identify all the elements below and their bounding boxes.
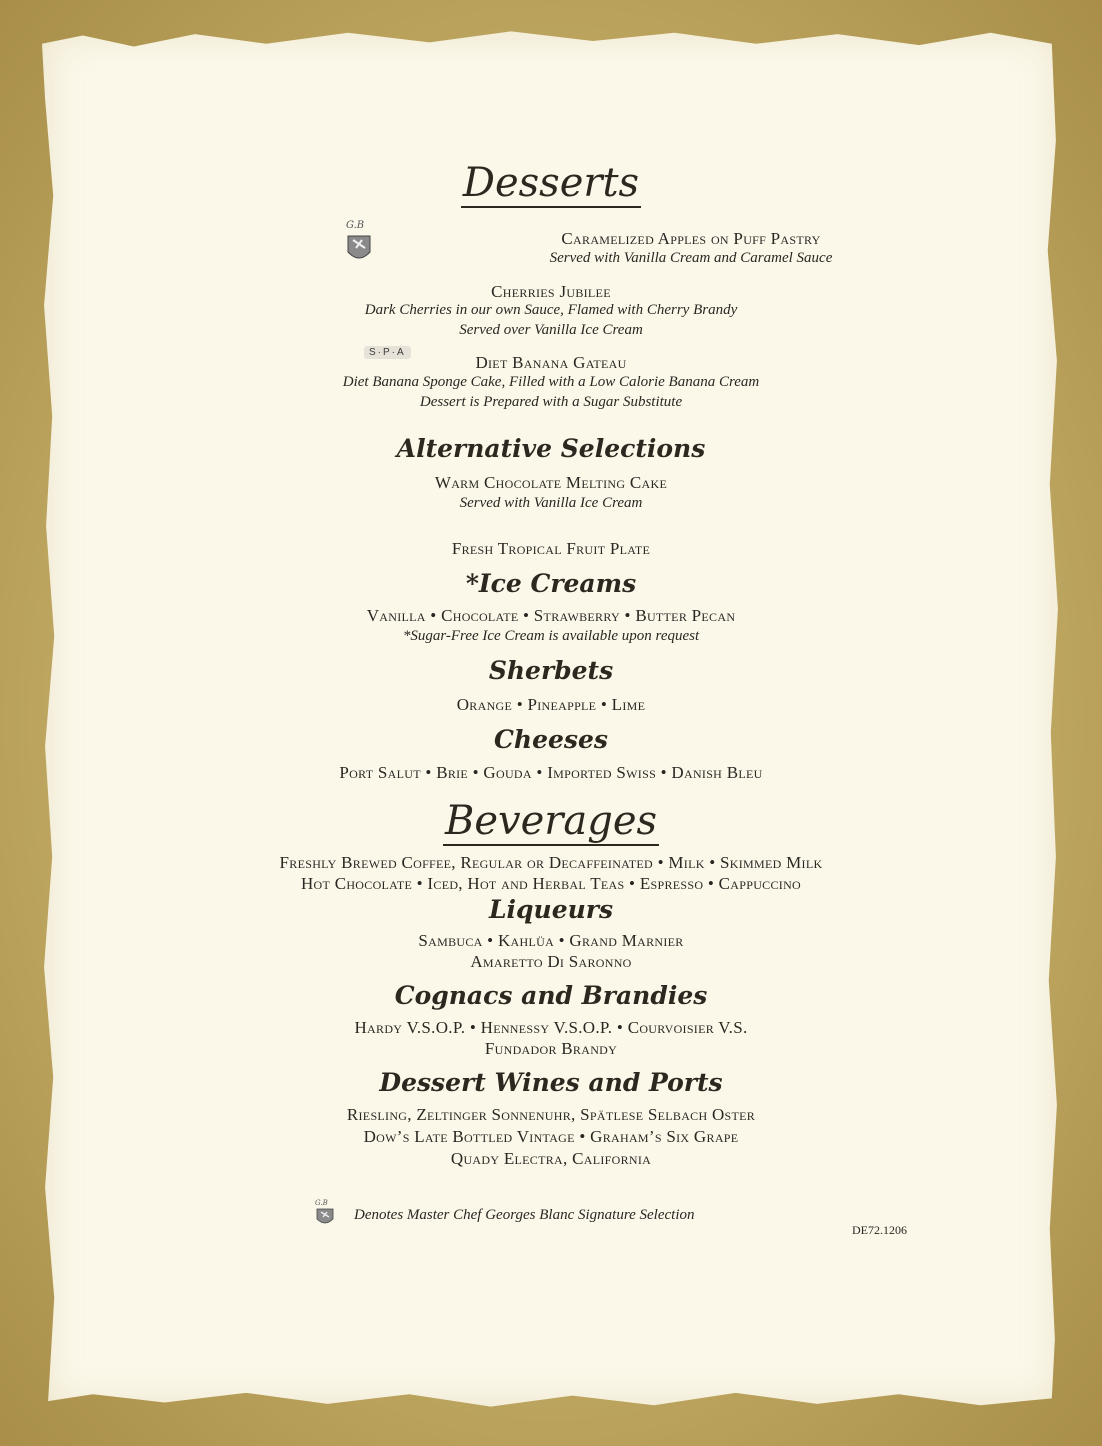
dessert-wines-line: Dow’s Late Bottled Vintage • Graham’s Six Grape xyxy=(363,1127,739,1146)
svg-text:G.B: G.B xyxy=(315,1199,328,1207)
sherbets-list: Orange • Pineapple • Lime xyxy=(456,695,646,714)
sherbets-title: Sherbets xyxy=(488,656,614,685)
dessert-item-name: Caramelized Apples on Puff Pastry xyxy=(561,229,821,248)
svg-text:G.B: G.B xyxy=(346,220,365,231)
spa-badge: S·P·A xyxy=(364,346,411,359)
gb-signature-icon xyxy=(314,1198,336,1228)
ice-creams-title: *Ice Creams xyxy=(465,569,637,598)
alternative-item-name: Fresh Tropical Fruit Plate xyxy=(451,539,651,558)
dessert-wines-title: Dessert Wines and Ports xyxy=(379,1068,723,1097)
dessert-item-name: Diet Banana Gateau xyxy=(475,353,627,372)
liqueurs-line: Sambuca • Kahlüa • Grand Marnier xyxy=(418,931,684,950)
beverages-line: Hot Chocolate • Iced, Hot and Herbal Teas • Espresso • Cappuccino xyxy=(300,874,802,893)
ice-creams-note: *Sugar-Free Ice Cream is available upon request xyxy=(402,628,700,644)
cognacs-line: Hardy V.S.O.P. • Hennessy V.S.O.P. • Courvoisier V.S. xyxy=(354,1018,748,1037)
beverages-line: Freshly Brewed Coffee, Regular or Decaffeinated • Milk • Skimmed Milk xyxy=(279,853,823,872)
alternative-title: Alternative Selections xyxy=(396,434,706,463)
footer-note: Denotes Master Chef Georges Blanc Signature Selection xyxy=(354,1207,695,1223)
cheeses-title: Cheeses xyxy=(494,725,608,754)
dessert-item-desc: Dessert is Prepared with a Sugar Substitute xyxy=(419,394,683,410)
cheeses-list: Port Salut • Brie • Gouda • Imported Swiss • Danish Bleu xyxy=(339,763,763,782)
dessert-item-desc: Dark Cherries in our own Sauce, Flamed with Cherry Brandy xyxy=(364,302,738,318)
alternative-item-name: Warm Chocolate Melting Cake xyxy=(434,473,668,492)
liqueurs-line: Amaretto Di Saronno xyxy=(470,952,632,971)
alternative-item-desc: Served with Vanilla Ice Cream xyxy=(459,495,643,511)
dessert-wines-line: Quady Electra, California xyxy=(450,1149,652,1168)
ice-creams-list: Vanilla • Chocolate • Strawberry • Butter Pecan xyxy=(366,606,736,625)
dessert-item-desc: Served over Vanilla Ice Cream xyxy=(459,322,643,338)
beverages-title: Beverages xyxy=(444,798,658,844)
cognacs-line: Fundador Brandy xyxy=(484,1039,618,1058)
dessert-wines-line: Riesling, Zeltinger Sonnenuhr, Spätlese Selbach Oster xyxy=(346,1105,756,1124)
desserts-title: Desserts xyxy=(462,160,640,206)
dessert-item-desc: Diet Banana Sponge Cake, Filled with a Low Calorie Banana Cream xyxy=(342,374,760,390)
liqueurs-title: Liqueurs xyxy=(488,895,614,924)
dessert-item-desc: Served with Vanilla Cream and Caramel Sauce xyxy=(549,250,833,266)
menu-code: DE72.1206 xyxy=(852,1223,907,1237)
dessert-item-name: Cherries Jubilee xyxy=(491,282,611,301)
cognacs-title: Cognacs and Brandies xyxy=(394,981,708,1010)
